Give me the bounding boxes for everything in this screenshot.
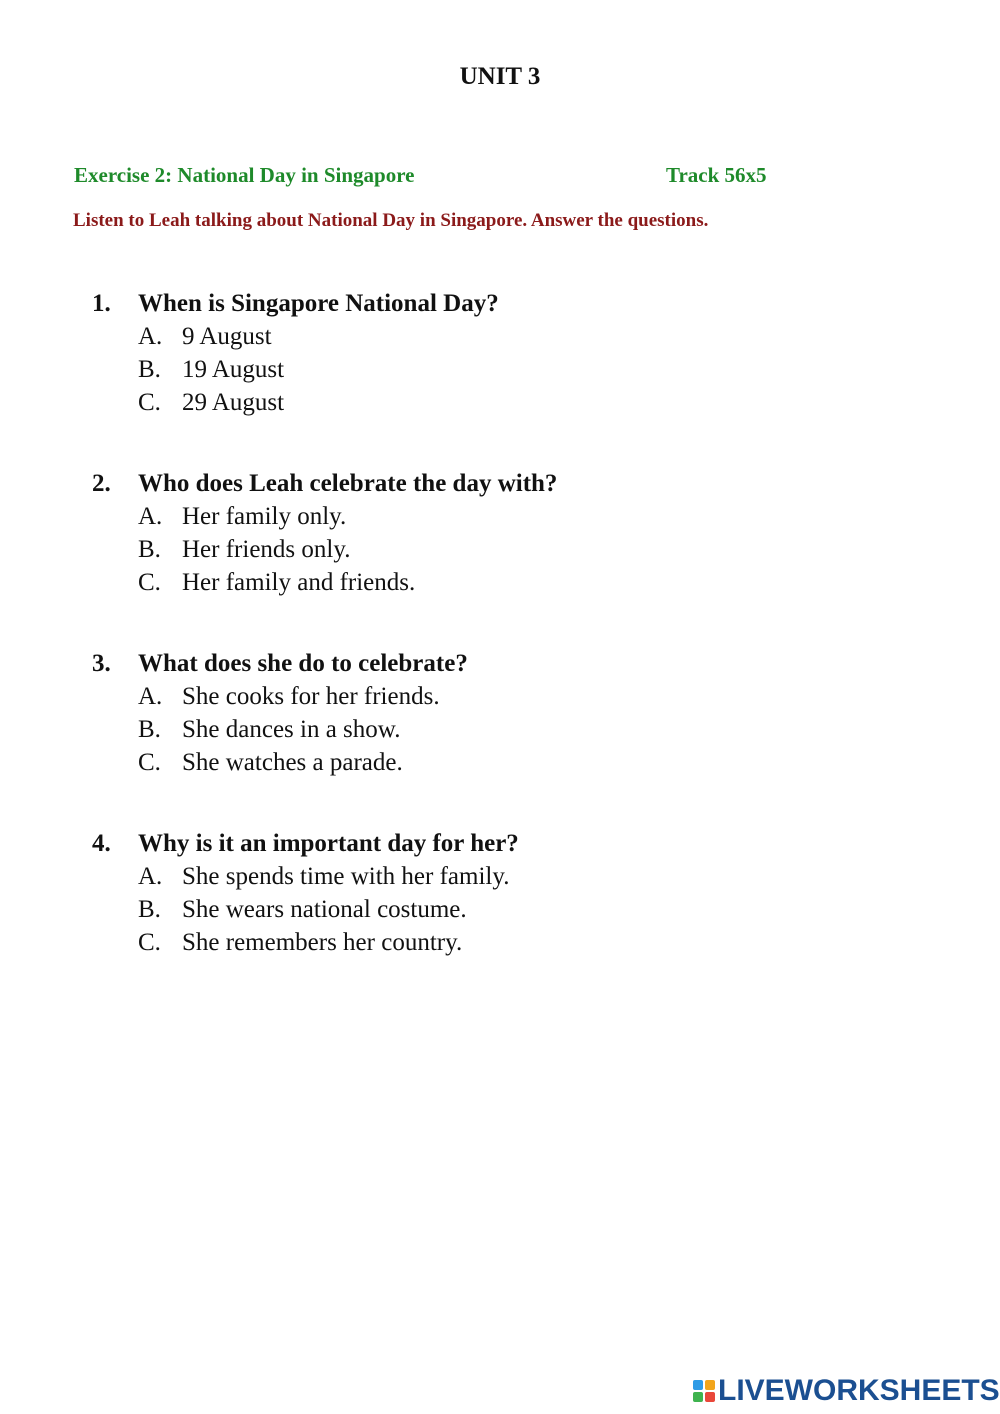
option-2c[interactable]	[0, 566, 1000, 599]
option-letter: C.	[138, 749, 161, 776]
option-text: She dances in a show.	[182, 716, 401, 743]
unit-title: UNIT 3	[459, 63, 541, 90]
option-text: Her family and friends.	[182, 569, 416, 596]
option-text: She remembers her country.	[182, 929, 463, 956]
instruction-text: Listen to Leah talking about National Day in Singapore. Answer the questions.	[73, 210, 709, 231]
option-letter: B.	[138, 896, 161, 923]
option-text: Her friends only.	[182, 536, 351, 563]
option-3b[interactable]	[0, 713, 1000, 746]
option-letter: B.	[138, 356, 161, 383]
option-letter: B.	[138, 716, 161, 743]
option-4b[interactable]	[0, 893, 1000, 926]
liveworksheets-brand[interactable]	[693, 1374, 1000, 1408]
option-letter: C.	[138, 929, 161, 956]
question-text: Why is it an important day for her?	[138, 830, 519, 857]
option-2b[interactable]	[0, 533, 1000, 566]
track-label: Track 56x5	[666, 163, 767, 187]
option-1b[interactable]	[0, 353, 1000, 386]
option-letter: B.	[138, 536, 161, 563]
question-number: 3.	[92, 650, 111, 677]
question-text: What does she do to celebrate?	[138, 650, 468, 677]
option-text: 29 August	[182, 389, 285, 416]
option-3c[interactable]	[0, 746, 1000, 779]
option-letter: A.	[138, 863, 163, 890]
option-text: She cooks for her friends.	[182, 683, 440, 710]
option-text: She wears national costume.	[182, 896, 467, 923]
option-letter: C.	[138, 569, 161, 596]
question-number: 4.	[92, 830, 111, 857]
option-text: 9 August	[182, 323, 272, 350]
option-text: 19 August	[182, 356, 285, 383]
question-number: 1.	[92, 290, 111, 317]
option-letter: A.	[138, 323, 163, 350]
option-1a[interactable]	[0, 320, 1000, 353]
liveworksheets-logo-icon	[693, 1380, 715, 1402]
question-number: 2.	[92, 470, 111, 497]
option-4a[interactable]	[0, 860, 1000, 893]
option-2a[interactable]	[0, 500, 1000, 533]
question-text: Who does Leah celebrate the day with?	[138, 470, 558, 497]
brand-name: LIVEWORKSHEETS	[718, 1374, 1000, 1407]
option-letter: C.	[138, 389, 161, 416]
option-1c[interactable]	[0, 386, 1000, 419]
exercise-title: Exercise 2: National Day in Singapore	[74, 163, 415, 187]
option-3a[interactable]	[0, 680, 1000, 713]
option-text: She watches a parade.	[182, 749, 403, 776]
option-text: Her family only.	[182, 503, 347, 530]
option-text: She spends time with her family.	[182, 863, 510, 890]
question-text: When is Singapore National Day?	[138, 290, 499, 317]
option-letter: A.	[138, 503, 163, 530]
option-letter: A.	[138, 683, 163, 710]
option-4c[interactable]	[0, 926, 1000, 959]
